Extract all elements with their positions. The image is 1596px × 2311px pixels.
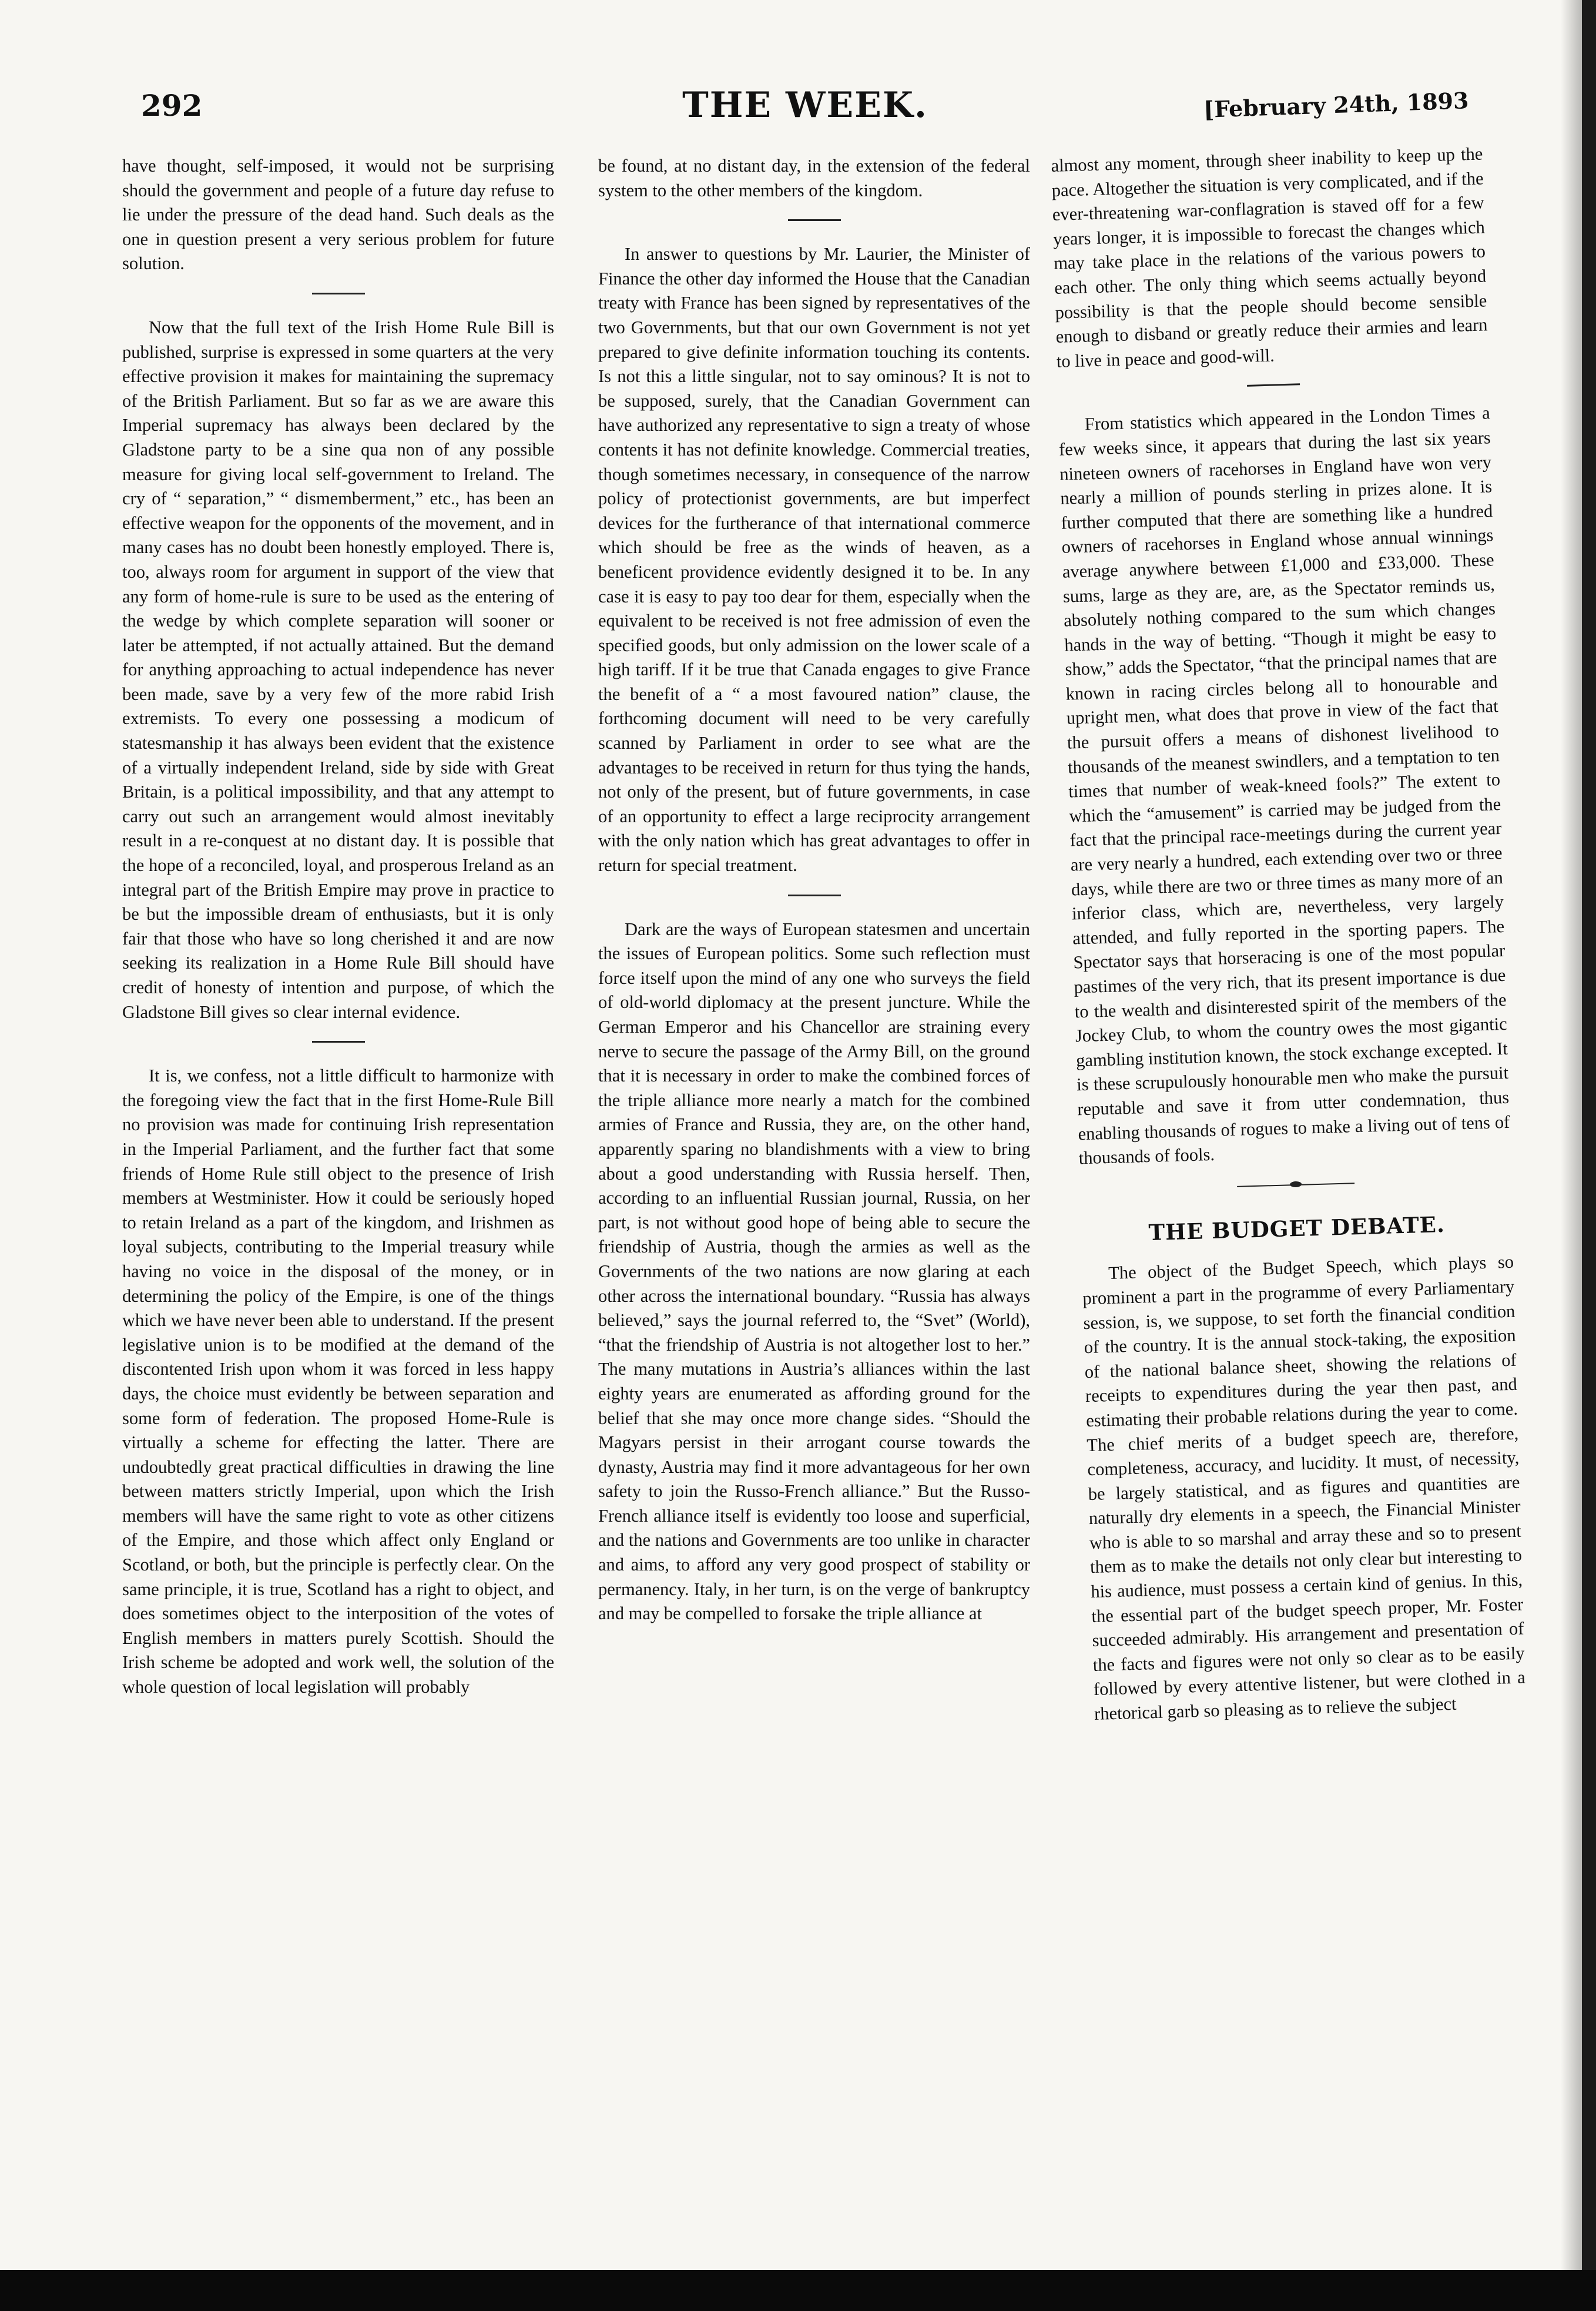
column-2 [598, 154, 1030, 2235]
page-bottom-edge [0, 2270, 1596, 2311]
paragraph: have thought, self-imposed, it would not be surprising should the government and people of a future day refuse to lie under the pressure of the dead hand. Such deals as the one in question present a very serious problem for future solution. [122, 156, 554, 274]
budget-debate-heading: THE BUDGET DEBATE. [1148, 1211, 1446, 1245]
paragraph: be found, at no distant day, in the extension of the federal system to the other members of the kingdom. [598, 156, 1030, 200]
paragraph: Now that the full text of the Irish Home Rule Bill is published, surprise is expressed in some quarters at the very effective provision it makes for maintaining the supremacy of the British Parliament. But so far as we are aware this Imperial supremacy has always been declared by the Gladstone party to be a sine qua non of any possible measure for giving local self-government to Ireland. The cry of “ separation,” “ dismemberment,” etc., has been an effective weapon for the opponents of the movement, and in many cases has no doubt been honestly employed. There is, too, always room for argument in support of the view that any form of home-rule is sure to be used as the entering of the wedge by which complete separation will sooner or later be attempted, if not actually attained. But the demand for anything approaching to actual independence has never been made, save by a very few of the more rabid Irish extremists. To every one possessing a modicum of statesmanship it has always been evident that the existence of a virtually independent Ireland, side by side with Great Britain, is a political impossibility, and that any attempt to carry out such an arrangement would almost inevitably result in a re-conquest at no distant day. It is possible that the hope of a reconciled, loyal, and prosperous Ireland as an integral part of the British Empire may prove in practice to be but the impossible dream of enthusiasts, but it is only fair that those who have so long cherished it and are now seeking its realization in a Home Rule Bill should have credit of honesty of intention and purpose, of which the Gladstone Bill gives so clear internal evidence. [122, 317, 554, 1022]
section-divider [788, 219, 841, 221]
article-columns [122, 143, 1526, 2235]
issue-date: [February 24th, 1893 [1203, 87, 1470, 123]
page-header [141, 85, 1470, 141]
paragraph: It is, we confess, not a little difficult to harmonize with the foregoing view the fact that in the first Home-Rule Bill no provision was made for continuing Irish representation in the Imperial Parliament, and the further fact that some friends of Home Rule still object to the presence of Irish members at Westminister. How it could be seriously hoped to retain Ireland as a part of the kingdom, and Irishmen as loyal subjects, contributing to the Imperial treasury while having no voice in the disposal of the money, or in determining the policy of the Empire, is one of the things which we have never been able to understand. If the present legislative union is to be modified at the demand of the discontented Irish upon whom it was forced in less happy days, the choice must evidently be between separation and some form of federation. The proposed Home-Rule is virtually a scheme for effecting the latter. There are undoubtedly great practical difficulties in drawing the line between matters strictly Imperial, upon which the Irish members will have the same right to vote as other citizens of the Empire, and those which affect only England or Scotland, or both, but the principle is perfectly clear. On the same principle, it is true, Scotland has a right to object, and does sometimes object to the interposition of the votes of English members in matters purely Scottish. Should the Irish scheme be adopted and work well, the solution of the whole question of local legislation will probably [122, 1066, 554, 1697]
paragraph: Dark are the ways of European statesmen and uncertain the issues of European politics. Some such reflection must force itself upon the mind of any one who surveys the field of old-world diplomacy at the present juncture. While the German Emperor and his Chancellor are straining every nerve to secure the passage of the Army Bill, on the ground that it is necessary in order to make the combined forces of the triple alliance more nearly a match for the combined armies of France and Russia, they are, on the other hand, apparently sparing no blandishments with a view to bring about a good understanding with Russia herself. Then, according to an influential Russian journal, Russia, on her part, is not without good hope of being able to secure the friendship of Austria, though the armies as well as the Governments of the two nations are now glaring at each other across the international boundary. “Russia has always believed,” says the journal referred to, the “Svet” (World), “that the friendship of Austria is not altogether lost to her.” The many mutations in Austria’s alliances within the last eighty years are enumerated as affording ground for the belief that she may once more change sides. “Should the Magyars persist in their arrogant course towards the dynasty, Austria may find it more advantageous for her own safety to join the Russo-French alliance.” But the Russo-French alliance itself is evidently too loose and superficial, and the nations and Governments are too unlike in character and aims, to afford any very good prospect of stability or permanency. Italy, in her turn, is on the verge of bankruptcy and may be compelled to forsake the triple alliance at [598, 919, 1030, 1624]
ornamental-divider [1237, 1181, 1354, 1189]
paragraph: almost any moment, through sheer inability to keep up the pace. Altogether the situation is very complicated, and if the ever-threatening war-conflagration is staved off for a few years longer, it is impossible to forecast the changes which may take place in the relations of the various powers to each other. The only thing which seems actually beyond possibility is that the people should become sensible enough to disband or greatly reduce their armies and learn to live in peace and good-will. [1051, 143, 1488, 371]
section-divider [312, 293, 365, 294]
column-1 [122, 154, 554, 2235]
section-divider [1247, 384, 1300, 387]
page-right-edge [1582, 0, 1596, 2311]
paragraph: In answer to questions by Mr. Laurier, the Minister of Finance the other day informed the House that the Canadian treaty with France has been signed by representatives of the two Governments, but that our own Government is not yet prepared to give definite information touching its contents. Is not this a little singular, not to say ominous? It is not to be supposed, surely, that the Canadian Government can have authorized any representative to sign a treaty of whose contents it has not definite knowledge. Commercial treaties, though sometimes necessary, in consequence of the narrow policy of protectionist governments, are but imperfect devices for the furtherance of that international commerce which should be free as the winds of heaven, as a beneficent providence evidently designed it to be. In any case it is easy to pay too dear for them, especially when the equivalent to be received is not free admission of even the specified goods, but only admission on the lower scale of a high tariff. If it be true that Canada engages to give France the benefit of a “ a most favoured nation” clause, the forthcoming document will need to be very carefully scanned by Parliament in order to see what are the advantages to be received in return for thus tying the hands, not only of the present, but of future governments, in case of an opportunity to effect a large reciprocity arrangement with the only nation which has great advantages to offer in return for special treatment. [598, 244, 1030, 876]
page-number: 292 [141, 88, 203, 123]
column-3 [1051, 142, 1541, 2233]
masthead-title: THE WEEK. [682, 85, 928, 126]
paragraph: The object of the Budget Speech, which plays so prominent a part in the programme of every Parliamentary session, is, we suppose, to set forth the financial condition of the country. It is the annual stock-taking, the exposition of the national balance sheet, showing the relations of receipts to expenditures during the year then past, and estimating their probable relations during the year to come. The chief merits of a budget speech are, therefore, completeness, accuracy, and lucidity. It must, of necessity, be largely statistical, and as figures and quantities are naturally dry elements in a speech, the Financial Minister who is able to so marshal and array these and so to present them as to make the details not only clear but interesting to his audience, must possess a certain kind of genius. In this, the essential part of the budget speech proper, Mr. Foster succeeded admirably. His arrangement and presentation of the facts and figures were not only so clear as to be easily followed by every attentive listener, but were clothed in a rhetorical garb so pleasing as to relieve the subject [1082, 1252, 1526, 1724]
paragraph: From statistics which appeared in the London Times a few weeks since, it appears that during the last six years nineteen owners of racehorses in England have won very nearly a million of pounds sterling in prizes alone. It is further computed that there are something like a hundred owners of racehorses in England whose annual winnings average anywhere between £1,000 and £33,000. These sums, large as they are, are, as the Spectator reminds us, absolutely nothing compared to the sum which changes hands in the way of betting. “Though it might be easy to show,” adds the Spectator, “that the principal names that are known in racing circles belong all to honourable and upright men, what does that prove in view of the fact that the pursuit offers a means of dishonest livelihood to thousands of the meanest swindlers, and a temptation to ten times that number of weak-kneed fools?” The extent to which the “amusement” is carried may be judged from the fact that the principal race-meetings during the current year are very nearly a hundred, each extending over two or three days, while there are two or three times as many more of an inferior class, which are, nevertheless, very largely attended, and fully reported in the sporting papers. The Spectator says that horseracing is one of the most popular pastimes of the very rich, that its present importance is due to the wealth and disinterested spirit of the members of the Jockey Club, to whom the country owes the most gigantic gambling institution known, the stock exchange excepted. It is these scrupulously honourable men who make the pursuit reputable and save it from utter condemnation, thus enabling thousands of rogues to make a living out of tens of thousands of fools. [1058, 403, 1510, 1168]
section-divider [312, 1041, 365, 1043]
section-divider [788, 895, 841, 896]
